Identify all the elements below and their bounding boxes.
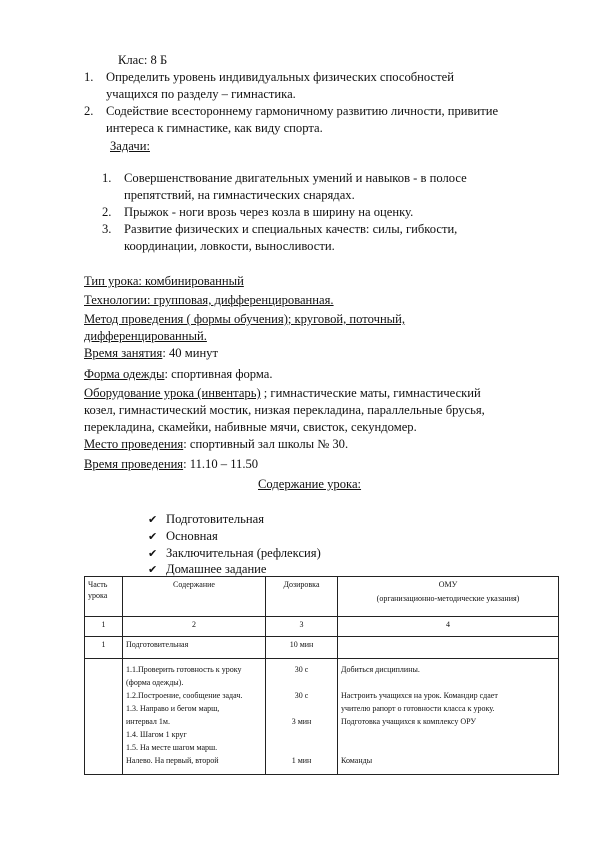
section-number: 1 bbox=[85, 637, 123, 659]
omu-line bbox=[341, 742, 555, 755]
lesson-time-label: Время проведения bbox=[84, 457, 184, 471]
dose-line: 1 мин bbox=[291, 756, 312, 765]
column-number: 4 bbox=[338, 617, 559, 637]
task-2 bbox=[102, 204, 413, 221]
dose-line bbox=[269, 703, 334, 716]
content-line: 1.3. Направо и бегом марш, bbox=[126, 704, 220, 713]
omu-line: Добиться дисциплины. bbox=[341, 665, 420, 674]
clothing bbox=[84, 366, 273, 383]
section-name: Подготовительная bbox=[123, 637, 266, 659]
part-label: Домашнее задание bbox=[166, 562, 267, 576]
lesson-duration bbox=[84, 345, 218, 362]
content-line: 1.1.Проверить готовность к уроку bbox=[126, 665, 242, 674]
goal-2-number: 2. bbox=[84, 104, 94, 118]
column-number: 3 bbox=[266, 617, 338, 637]
clothing-value: : спортивная форма. bbox=[164, 367, 273, 381]
dose-line: 30 с bbox=[294, 691, 309, 700]
tasks-heading: Задачи: bbox=[110, 139, 150, 153]
goal-1-line-1: Определить уровень индивидуальных физических способностей bbox=[106, 70, 454, 84]
method-line-1: Метод проведения ( формы обучения); круговой, поточный, bbox=[84, 312, 406, 326]
dose-line bbox=[269, 729, 334, 742]
dose-line bbox=[269, 742, 334, 755]
dose-line: 3 мин bbox=[291, 717, 312, 726]
part-item bbox=[148, 528, 218, 545]
lesson-plan-table bbox=[84, 576, 559, 775]
class-label: Клас: 8 Б bbox=[118, 53, 168, 67]
header-part-line-1: Часть bbox=[88, 580, 108, 589]
omu-line: учителю рапорт о готовности класса к уроку. bbox=[341, 704, 495, 713]
part-item bbox=[148, 545, 321, 562]
table-number-row bbox=[85, 617, 559, 637]
lesson-time bbox=[84, 456, 258, 473]
header-part bbox=[85, 577, 123, 617]
part-item bbox=[148, 511, 264, 528]
content-line: интервал 1м. bbox=[126, 717, 170, 726]
place bbox=[84, 436, 348, 453]
clothing-label: Форма одежды bbox=[84, 367, 165, 381]
lesson-type: Тип урока: комбинированный bbox=[84, 274, 244, 288]
task-3-number: 3. bbox=[102, 222, 112, 236]
omu-line bbox=[341, 677, 555, 690]
equipment bbox=[84, 385, 481, 402]
row-dose bbox=[266, 659, 338, 775]
content-line: 1.2.Построение, сообщение задач. bbox=[126, 691, 243, 700]
task-3-line-1: Развитие физических и специальных качеств: силы, гибкости, bbox=[124, 222, 458, 236]
goal-2-line-2: интереса к гимнастике, как виду спорта. bbox=[106, 121, 323, 135]
row-content bbox=[123, 659, 266, 775]
task-3 bbox=[102, 221, 457, 238]
content-line: (форма одежды). bbox=[126, 678, 184, 687]
task-2-number: 2. bbox=[102, 205, 112, 219]
equipment-value: ; гимнастические маты, гимнастический bbox=[260, 386, 481, 400]
checkmark-icon: ✔ bbox=[148, 547, 158, 560]
content-heading: Содержание урока: bbox=[258, 477, 362, 491]
header-part-line-2: урока bbox=[88, 591, 108, 600]
part-label: Заключительная (рефлексия) bbox=[166, 546, 321, 560]
task-2-line-1: Прыжок - ноги врозь через козла в ширину на оценку. bbox=[124, 205, 414, 219]
part-label: Основная bbox=[166, 529, 218, 543]
equipment-line-2: козел, гимнастический мостик, низкая перекладина, параллельные брусья, bbox=[84, 403, 485, 417]
task-1-line-1: Совершенствование двигательных умений и навыков - в полосе bbox=[124, 171, 467, 185]
omu-line: Команды bbox=[341, 756, 373, 765]
checkmark-icon: ✔ bbox=[148, 563, 158, 576]
method-line-2: дифференцированный. bbox=[84, 329, 207, 343]
header-omu bbox=[338, 577, 559, 617]
omu-line bbox=[341, 729, 555, 742]
task-1-number: 1. bbox=[102, 171, 112, 185]
column-number: 1 bbox=[85, 617, 123, 637]
goal-1-number: 1. bbox=[84, 70, 94, 84]
header-omu-line-1: ОМУ bbox=[438, 580, 458, 589]
content-line: 1.4. Шагом 1 круг bbox=[126, 730, 187, 739]
omu-line: Подготовка учащихся к комплексу ОРУ bbox=[341, 717, 477, 726]
lesson-time-value: : 11.10 – 11.50 bbox=[183, 457, 259, 471]
task-1 bbox=[102, 170, 467, 187]
content-line: Налево. На первый, второй bbox=[126, 756, 219, 765]
part-label: Подготовительная bbox=[166, 512, 264, 526]
omu-line: Настроить учащихся на урок. Командир сдает bbox=[341, 691, 498, 700]
place-value: : спортивный зал школы № 30. bbox=[183, 437, 349, 451]
goal-2-line-1: Содействие всестороннему гармоничному развитию личности, привитие bbox=[106, 104, 499, 118]
column-number: 2 bbox=[123, 617, 266, 637]
table-section-row bbox=[85, 637, 559, 659]
equipment-line-3: перекладина, скамейки, набивные мячи, свисток, секундомер. bbox=[84, 420, 417, 434]
header-omu-line-2: (организационно-методические указания) bbox=[376, 594, 520, 603]
dose-line: 30 с bbox=[294, 665, 309, 674]
table-header-row bbox=[85, 577, 559, 617]
table-row bbox=[85, 659, 559, 775]
section-omu bbox=[338, 637, 559, 659]
checkmark-icon: ✔ bbox=[148, 513, 158, 526]
header-dose: Дозировка bbox=[266, 577, 338, 617]
technology: Технологии: групповая, дифференцированная. bbox=[84, 293, 334, 307]
equipment-label: Оборудование урока (инвентарь) bbox=[84, 386, 261, 400]
checkmark-icon: ✔ bbox=[148, 530, 158, 543]
row-omu bbox=[338, 659, 559, 775]
task-1-line-2: препятствий, на гимнастических снарядах. bbox=[124, 188, 355, 202]
goal-1 bbox=[84, 69, 454, 86]
lesson-duration-label: Время занятия bbox=[84, 346, 163, 360]
section-dose: 10 мин bbox=[266, 637, 338, 659]
lesson-duration-value: : 40 минут bbox=[162, 346, 218, 360]
place-label: Место проведения bbox=[84, 437, 184, 451]
goal-2 bbox=[84, 103, 498, 120]
row-part bbox=[85, 659, 123, 775]
goal-1-line-2: учащихся по разделу – гимнастика. bbox=[106, 87, 296, 101]
task-3-line-2: координации, ловкости, выносливости. bbox=[124, 239, 335, 253]
content-line: 1.5. На месте шагом марш. bbox=[126, 743, 218, 752]
header-content: Содержание bbox=[123, 577, 266, 617]
dose-line bbox=[269, 677, 334, 690]
